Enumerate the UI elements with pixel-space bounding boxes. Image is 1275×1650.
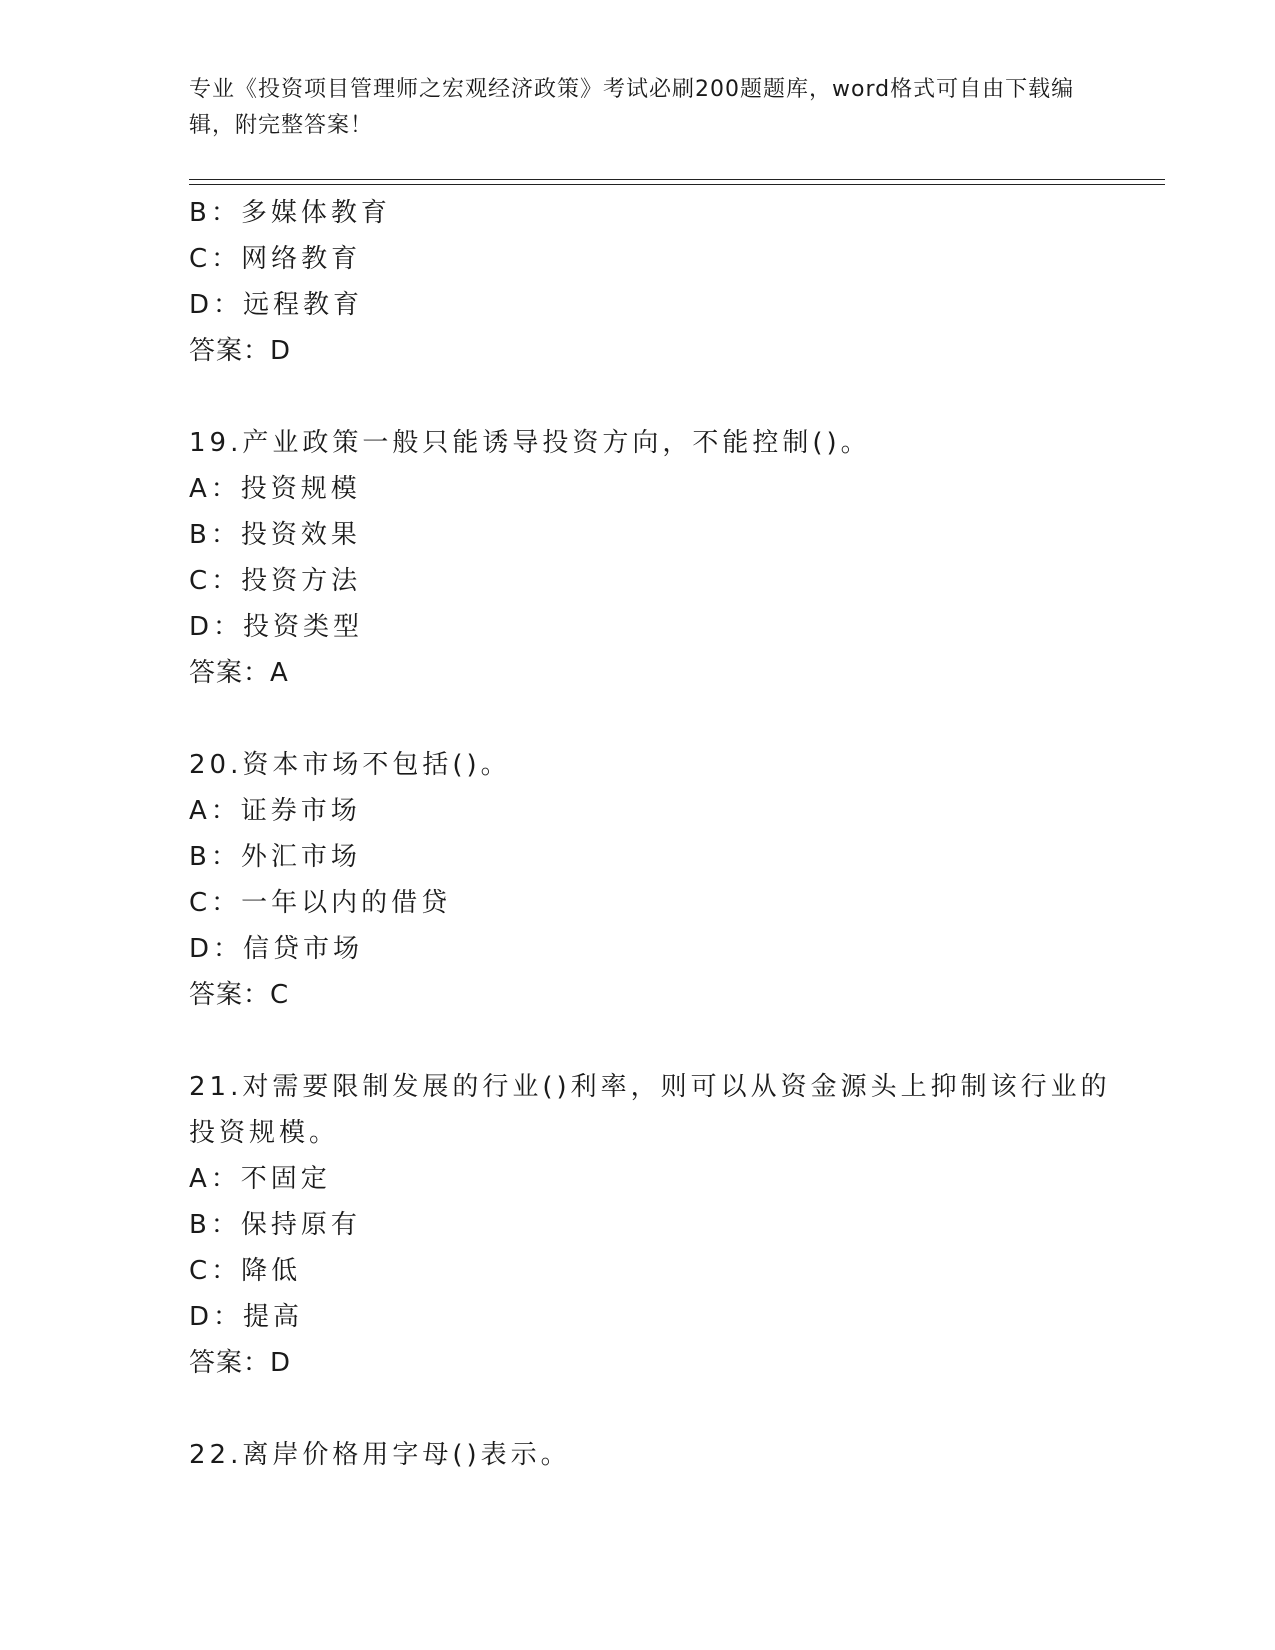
question-stem: 20.资本市场不包括()。 bbox=[189, 750, 511, 780]
question-stem: 21.对需要限制发展的行业()利率，则可以从资金源头上抑制该行业的投资规模。 bbox=[189, 1072, 1111, 1148]
header-divider-bottom bbox=[189, 184, 1165, 185]
option-c: C：降低 bbox=[189, 1256, 302, 1286]
option-a: A：证券市场 bbox=[189, 796, 361, 826]
answer-line: 答案：D bbox=[189, 1348, 292, 1378]
option-b: B：外汇市场 bbox=[189, 842, 361, 872]
option-b: B：投资效果 bbox=[189, 520, 361, 550]
question-list bbox=[189, 190, 1119, 1478]
option-b: B：多媒体教育 bbox=[189, 198, 391, 228]
answer-line: 答案：A bbox=[189, 658, 289, 688]
option-a: A：投资规模 bbox=[189, 474, 361, 504]
question-19 bbox=[189, 420, 1119, 696]
answer-line: 答案：D bbox=[189, 336, 292, 366]
question-20 bbox=[189, 742, 1119, 1018]
answer-line: 答案：C bbox=[189, 980, 290, 1010]
option-a: A：不固定 bbox=[189, 1164, 331, 1194]
question-continued bbox=[189, 190, 1119, 374]
document-header: 专业《投资项目管理师之宏观经济政策》考试必刷200题题库，word格式可自由下载编辑，附完整答案！ bbox=[189, 77, 1075, 138]
option-d: D：远程教育 bbox=[189, 290, 364, 320]
option-c: C：一年以内的借贷 bbox=[189, 888, 452, 918]
question-stem: 22.离岸价格用字母()表示。 bbox=[189, 1440, 571, 1470]
question-21 bbox=[189, 1064, 1119, 1386]
question-stem: 19.产业政策一般只能诱导投资方向，不能控制()。 bbox=[189, 428, 871, 458]
option-c: C：投资方法 bbox=[189, 566, 362, 596]
option-d: D：信贷市场 bbox=[189, 934, 364, 964]
option-d: D：提高 bbox=[189, 1302, 304, 1332]
option-c: C：网络教育 bbox=[189, 244, 362, 274]
header-divider-top bbox=[189, 179, 1165, 180]
option-b: B：保持原有 bbox=[189, 1210, 361, 1240]
question-22 bbox=[189, 1432, 1119, 1478]
option-d: D：投资类型 bbox=[189, 612, 364, 642]
